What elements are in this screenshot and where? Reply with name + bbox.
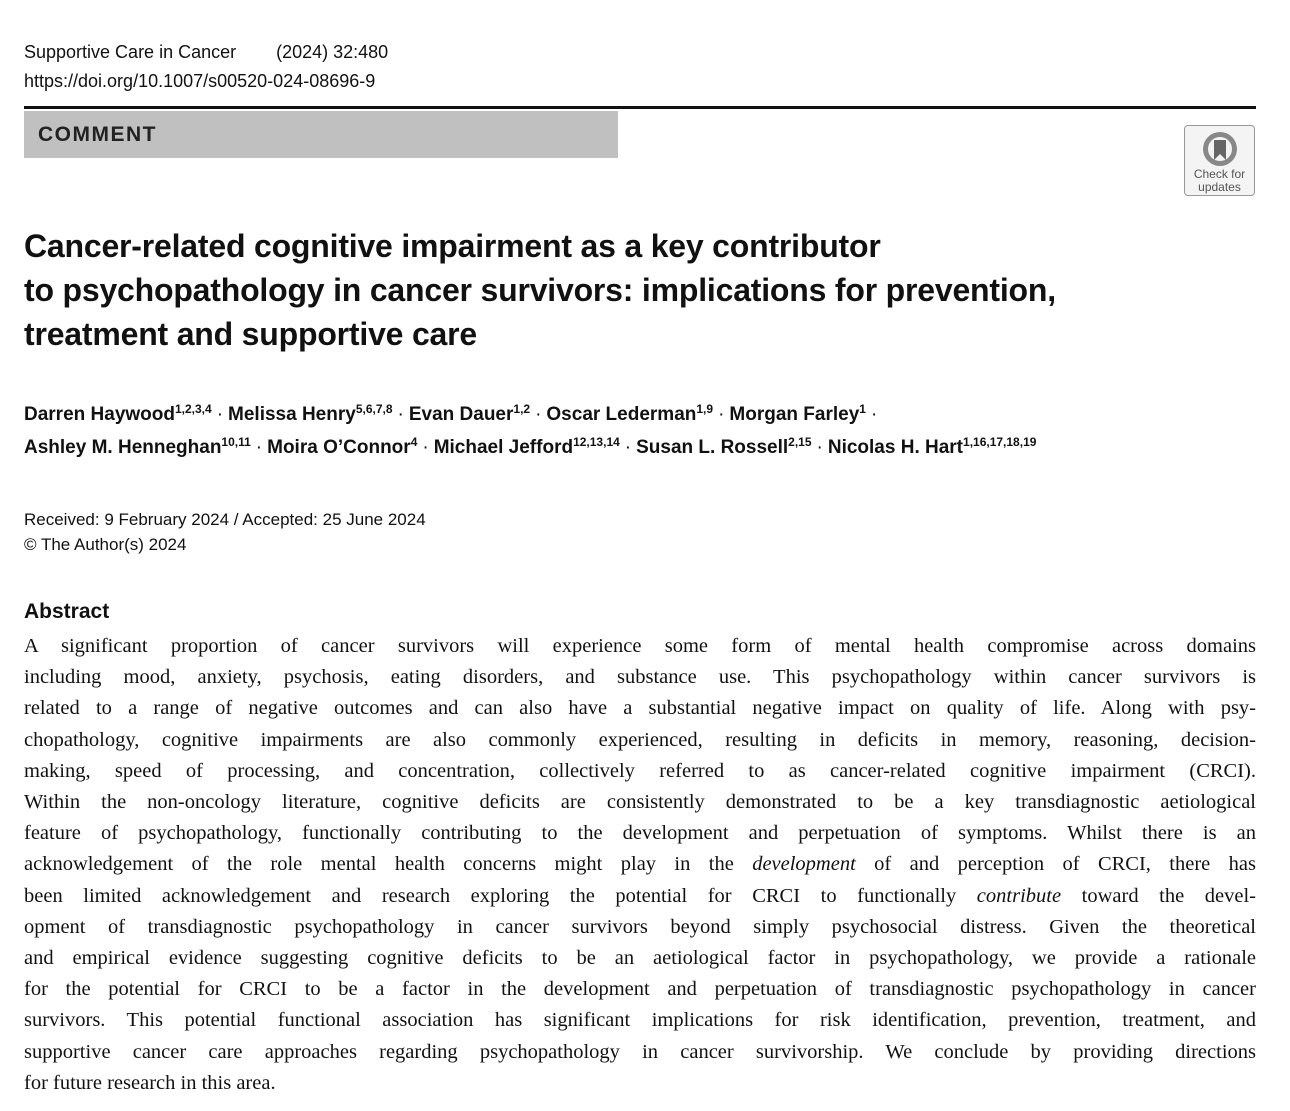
author-list: Darren Haywood$^{1,2,3,4}$ · Melissa Henry$^{5,6,7,8}$ · Evan Dauer$^{1,2}$ · Oscar Lederman$^{1,9}$ · Morgan Farley$^1$ · Ashley M. Henneghan$^{10,11}$ · Moira O’Connor$^4$ · Michael Jefford$^{12,13,14}$ · Susan L. Rossell$^{2,15}$ · Nicolas H. Hart$^{1,16,17,18,19}$ bbox=[24, 402, 1037, 458]
title-line: to psychopathology in cancer survivors: implications for prevention, bbox=[24, 272, 1056, 308]
title-line: treatment and supportive care bbox=[24, 316, 477, 352]
author[interactable]: Michael Jefford$^{12,13,14}$ bbox=[433, 435, 620, 458]
header-rule bbox=[24, 106, 1256, 109]
author[interactable]: Melissa Henry$^{5,6,7,8}$ bbox=[228, 402, 393, 425]
abstract-line: been limited acknowledgement and research exploring the potential for CRCI to functionally contribute toward the devel- bbox=[24, 884, 1256, 907]
author[interactable]: Ashley M. Henneghan$^{10,11}$ bbox=[24, 435, 251, 458]
author[interactable]: Evan Dauer$^{1,2}$ bbox=[408, 402, 531, 425]
abstract-line: supportive cancer care approaches regarding psychopathology in cancer survivorship. We conclude by providing directions bbox=[24, 1040, 1256, 1063]
doi-link[interactable]: https://doi.org/10.1007/s00520-024-08696-9 bbox=[24, 71, 376, 91]
abstract-line: Within the non-oncology literature, cognitive deficits are consistently demonstrated to be a key transdiagnostic aetiological bbox=[24, 791, 1256, 814]
abstract-line: opment of transdiagnostic psychopathology in cancer survivors beyond simply psychosocial distress. Given the theoretical bbox=[24, 915, 1256, 938]
journal-header bbox=[24, 42, 388, 63]
author[interactable]: Morgan Farley$^1$ bbox=[729, 402, 866, 425]
abstract-line: acknowledgement of the role mental health concerns might play in the development of and perception of CRCI, there has bbox=[24, 853, 1256, 876]
badge-line-2: updates bbox=[1198, 180, 1241, 194]
section-label-bar bbox=[24, 111, 618, 158]
abstract-line: for future research in this area. bbox=[24, 1071, 276, 1094]
abstract-line: for the potential for CRCI to be a factor in the development and perpetuation of transdiagnostic psychopathology in cancer bbox=[24, 978, 1256, 1001]
abstract-line: and empirical evidence suggesting cognitive deficits to be an aetiological factor in psychopathology, we provide a rationale bbox=[24, 947, 1256, 970]
abstract-line: making, speed of processing, and concentration, collectively referred to as cancer-related cognitive impairment (CRCI). bbox=[24, 759, 1256, 782]
badge-line-1: Check for bbox=[1193, 167, 1246, 181]
abstract-line: chopathology, cognitive impairments are also commonly experienced, resulting in deficits in memory, reasoning, decision- bbox=[24, 728, 1256, 751]
article-title bbox=[24, 224, 1204, 356]
author[interactable]: Oscar Lederman$^{1,9}$ bbox=[546, 402, 714, 425]
author[interactable]: Nicolas H. Hart$^{1,16,17,18,19}$ bbox=[827, 435, 1037, 458]
author[interactable]: Moira O’Connor$^4$ bbox=[267, 435, 418, 458]
author[interactable]: Darren Haywood$^{1,2,3,4}$ bbox=[24, 402, 212, 425]
copyright: © The Author(s) 2024 bbox=[24, 535, 187, 554]
bookmark-icon bbox=[1197, 130, 1243, 170]
abstract-line: feature of psychopathology, functionally contributing to the development and perpetuation of symptoms. Whilst there is an bbox=[24, 822, 1256, 845]
journal-name: Supportive Care in Cancer bbox=[24, 42, 237, 62]
section-label: COMMENT bbox=[38, 123, 157, 146]
title-line: Cancer-related cognitive impairment as a key contributor bbox=[24, 228, 881, 264]
received-accepted: Received: 9 February 2024 / Accepted: 25 June 2024 bbox=[24, 510, 426, 529]
check-for-updates-badge[interactable] bbox=[1184, 125, 1255, 196]
abstract-heading: Abstract bbox=[24, 600, 110, 623]
author[interactable]: Susan L. Rossell$^{2,15}$ bbox=[636, 435, 812, 458]
abstract-body bbox=[24, 631, 1256, 1099]
abstract-line: survivors. This potential functional association has significant implications for risk identification, prevention, treatment, and bbox=[24, 1009, 1256, 1032]
article-dates bbox=[24, 507, 426, 557]
abstract-line: related to a range of negative outcomes and can also have a substantial negative impact on quality of life. Along with psy- bbox=[24, 697, 1256, 720]
abstract-line: including mood, anxiety, psychosis, eating disorders, and substance use. This psychopathology within cancer survivors is bbox=[24, 666, 1256, 689]
citation: (2024) 32:480 bbox=[276, 42, 389, 62]
abstract-line: A significant proportion of cancer survivors will experience some form of mental health compromise across domains bbox=[24, 635, 1256, 657]
